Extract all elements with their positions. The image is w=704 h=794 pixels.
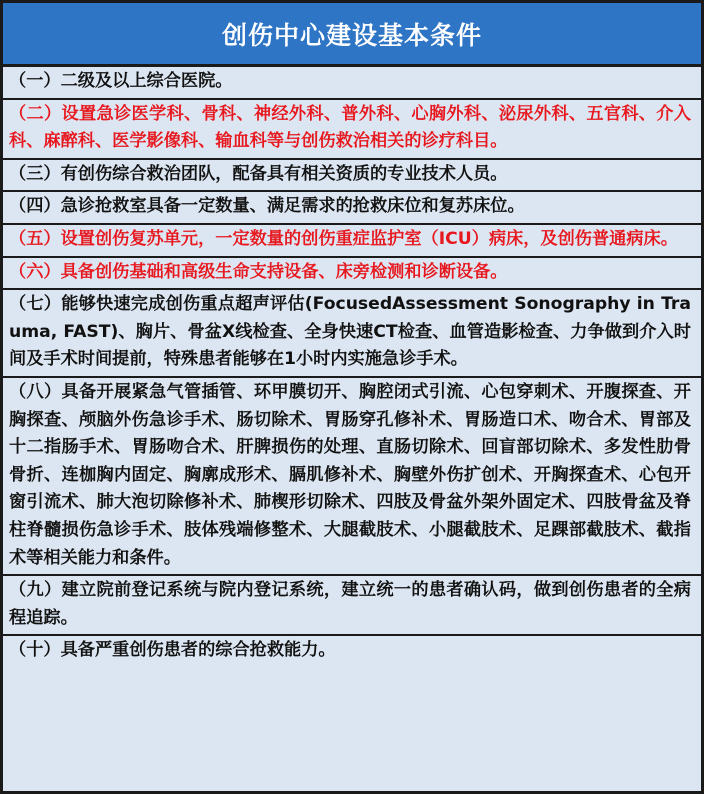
table-title: 创伤中心建设基本条件	[3, 3, 701, 67]
condition-item-4: （四）急诊抢救室具备一定数量、满足需求的抢救床位和复苏床位。	[3, 192, 701, 225]
condition-item-3: （三）有创伤综合救治团队，配备具有相关资质的专业技术人员。	[3, 160, 701, 193]
condition-item-9: （九）建立院前登记系统与院内登记系统，建立统一的患者确认码，做到创伤患者的全病程追踪。	[3, 576, 701, 636]
condition-item-7: （七）能够快速完成创伤重点超声评估(FocusedAssessment Sonography in Trauma, FAST)、胸片、骨盆X线检查、全身快速CT检查、血管造影检查、力争做到介入时间及手术时间提前，特殊患者能够在1小时内实施急诊手术。	[3, 290, 701, 378]
condition-item-5: （五）设置创伤复苏单元，一定数量的创伤重症监护室（ICU）病床，及创伤普通病床。	[3, 225, 701, 258]
condition-item-10: （十）具备严重创伤患者的综合抢救能力。	[9, 640, 336, 661]
condition-list	[3, 67, 701, 667]
condition-item-2: （二）设置急诊医学科、骨科、神经外科、普外科、心胸外科、泌尿外科、五官科、介入科、麻醉科、医学影像科、输血科等与创伤救治相关的诊疗科目。	[3, 100, 701, 160]
condition-item-8: （八）具备开展紧急气管插管、环甲膜切开、胸腔闭式引流、心包穿刺术、开腹探查、开胸探查、颅脑外伤急诊手术、肠切除术、胃肠穿孔修补术、胃肠造口术、吻合术、胃部及十二指肠手术、胃肠吻合术、肝脾损伤的处理、直肠切除术、回盲部切除术、多发性肋骨骨折、连枷胸内固定、胸廓成形术、膈肌修补术、胸壁外伤扩创术、开胸探查术、心包开窗引流术、肺大泡切除修补术、肺楔形切除术、四肢及骨盆外架外固定术、四肢骨盆及脊柱脊髓损伤急诊手术、肢体残端修整术、大腿截肢术、小腿截肢术、足踝部截肢术、截指术等相关能力和条件。	[3, 378, 701, 576]
condition-item-1: （一）二级及以上综合医院。	[3, 67, 701, 100]
condition-item-6: （六）具备创伤基础和高级生命支持设备、床旁检测和诊断设备。	[3, 258, 701, 291]
